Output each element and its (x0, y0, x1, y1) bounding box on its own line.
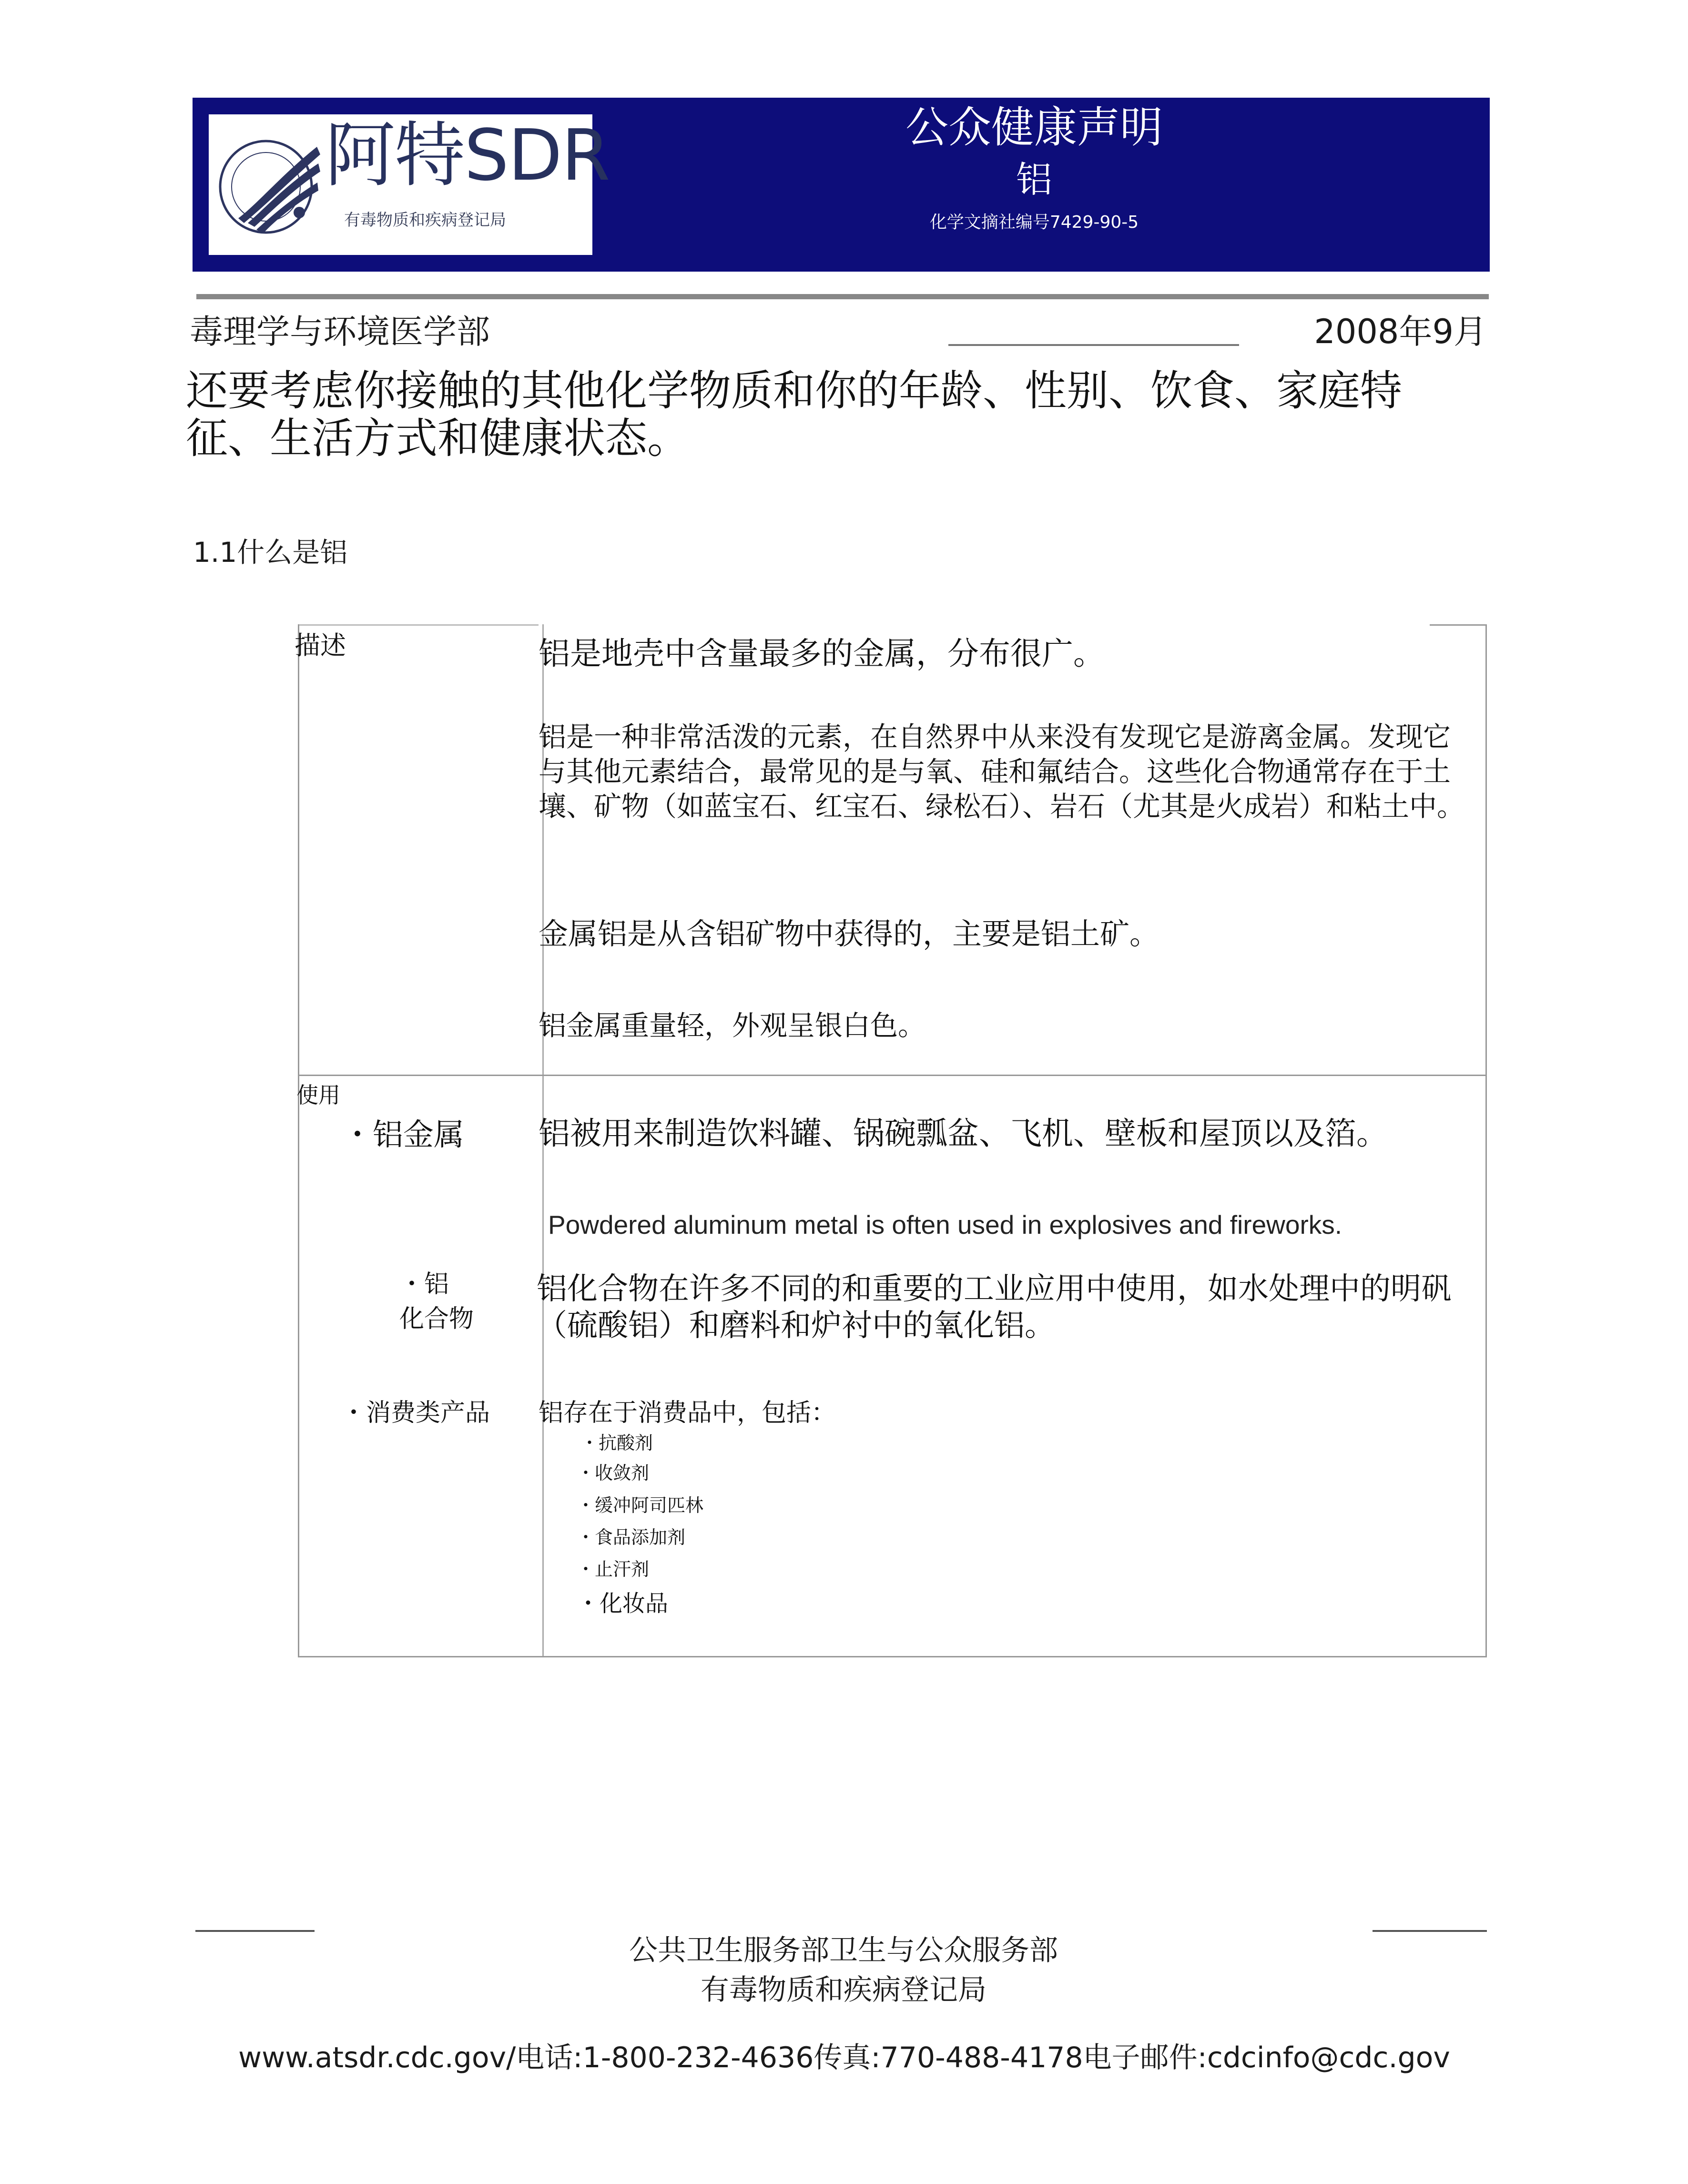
table-border (298, 624, 299, 1657)
description-text: 铝是一种非常活泼的元素，在自然界中从来没有发现它是游离金属。发现它与其他元素结合，最常见的是与氧、硅和氟结合。这些化合物通常存在于土壤、矿物（如蓝宝石、红宝石、绿松石）、岩石（尤其是火成岩）和粘土中。 (539, 721, 1465, 823)
description-text: 铝是地壳中含量最多的金属，分布很广。 (539, 635, 1105, 672)
consumer-list-item: ・收敛剂 (577, 1463, 650, 1483)
footer-agency: 有毒物质和疾病登记局 (701, 1973, 986, 2007)
footer-agency: 公共卫生服务部卫生与公众服务部 (629, 1934, 1058, 1967)
department-name: 毒理学与环境医学部 (190, 312, 490, 351)
metal-uses-text: 铝被用来制造饮料罐、锅碗瓢盆、飞机、壁板和屋顶以及箔。 (539, 1115, 1388, 1152)
description-text: 铝金属重量轻，外观呈银白色。 (539, 1009, 926, 1042)
footer-divider (1373, 1930, 1487, 1932)
metal-label: ・铝金属 (342, 1117, 464, 1153)
uses-label: 使用 (296, 1082, 340, 1108)
compounds-uses-text: 铝化合物在许多不同的和重要的工业应用中使用，如水处理中的明矾（硫酸铝）和磨料和炉衬中的氧化铝。 (537, 1271, 1452, 1343)
footer-contact: www.atsdr.cdc.gov/电话:1-800-232-4636传真:770-488-4178电子邮件:cdcinfo@cdc.gov (238, 2041, 1450, 2074)
page-title: 公众健康声明 (905, 102, 1163, 152)
logo-subtitle: 有毒物质和疾病登记局 (344, 211, 506, 230)
table-border (1485, 624, 1487, 1657)
intro-paragraph: 还要考虑你接触的其他化学物质和你的年龄、性别、饮食、家庭特征、生活方式和健康状态。 (186, 366, 1403, 463)
table-border (298, 1656, 1487, 1657)
consumer-list-item: ・抗酸剂 (580, 1432, 653, 1453)
consumer-list-item: ・止汗剂 (577, 1559, 650, 1580)
table-border (1430, 624, 1487, 626)
consumer-uses-text: 铝存在于消费品中，包括： (539, 1399, 836, 1427)
header-divider (196, 294, 1489, 299)
divider (948, 344, 1239, 346)
powder-uses-text: Powdered aluminum metal is often used in explosives and fireworks. (548, 1210, 1342, 1239)
table-row-divider (298, 1075, 1487, 1076)
compounds-label: ・铝 (399, 1270, 449, 1299)
chemical-name: 铝 (1016, 158, 1052, 201)
consumer-list-item: ・缓冲阿司匹林 (577, 1495, 704, 1516)
section-heading: 1.1什么是铝 (193, 536, 348, 569)
description-label: 描述 (295, 630, 346, 660)
cas-number: 化学文摘社编号7429-90-5 (929, 213, 1139, 232)
consumer-list-item: ・食品添加剂 (577, 1527, 686, 1548)
consumer-list-item: ・化妆品 (577, 1590, 669, 1617)
logo-title: 阿特SDR (325, 114, 610, 196)
description-text: 金属铝是从含铝矿物中获得的，主要是铝土矿。 (539, 916, 1159, 951)
compounds-label: 化合物 (399, 1305, 474, 1333)
consumer-label: ・消费类产品 (341, 1399, 490, 1427)
publication-date: 2008年9月 (1314, 312, 1487, 351)
hhs-seal-icon (214, 128, 325, 242)
footer-divider (195, 1930, 315, 1932)
